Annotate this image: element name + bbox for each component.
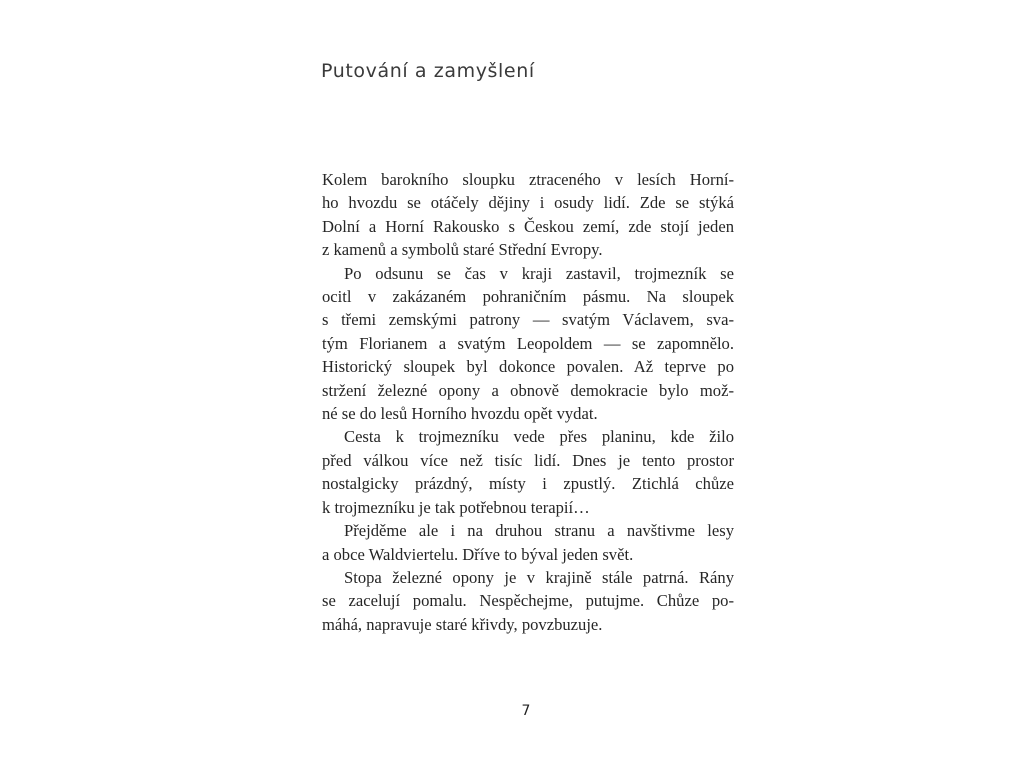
text-line: ho hvozdu se otáčely dějiny i osudy lidí. Zde se stýká bbox=[322, 193, 734, 213]
text-line: stržení železné opony a obnově demokracie bylo mož- bbox=[322, 380, 734, 400]
text-line: tým Florianem a svatým Leopoldem — se zapomnělo. bbox=[322, 333, 734, 353]
paragraph-4 bbox=[322, 519, 734, 566]
text-line: k trojmezníku je tak potřebnou terapií… bbox=[322, 497, 590, 517]
text-line: Dolní a Horní Rakousko s Českou zemí, zde stojí jeden bbox=[322, 216, 734, 236]
text-line: Cesta k trojmezníku vede přes planinu, kde žilo bbox=[344, 427, 734, 447]
text-line: před válkou více než tisíc lidí. Dnes je tento prostor bbox=[322, 450, 734, 470]
paragraph-5 bbox=[322, 566, 734, 636]
text-line: Přejděme ale i na druhou stranu a navštivme lesy bbox=[344, 521, 734, 541]
paragraph-1 bbox=[322, 168, 734, 262]
text-line: Po odsunu se čas v kraji zastavil, trojmezník se bbox=[344, 263, 734, 283]
paragraph-2 bbox=[322, 262, 734, 426]
text-line: ocitl v zakázaném pohraničním pásmu. Na sloupek bbox=[322, 287, 734, 307]
paragraph-3 bbox=[322, 425, 734, 519]
text-line: Historický sloupek byl dokonce povalen. Až teprve po bbox=[322, 357, 734, 377]
chapter-title: Putování a zamyšlení bbox=[321, 60, 535, 82]
text-line: nostalgicky prázdný, místy i zpustlý. Ztichlá chůze bbox=[322, 474, 734, 494]
text-line: máhá, napravuje staré křivdy, povzbuzuje. bbox=[322, 614, 603, 634]
text-line: Kolem barokního sloupku ztraceného v lesích Horní- bbox=[322, 170, 734, 189]
text-line: s třemi zemskými patrony — svatým Václavem, sva- bbox=[322, 310, 734, 330]
text-line: se zacelují pomalu. Nespěchejme, putujme. Chůze po- bbox=[322, 591, 734, 611]
page-number: 7 bbox=[521, 703, 531, 719]
text-line: z kamenů a symbolů staré Střední Evropy. bbox=[322, 240, 603, 260]
text-line: né se do lesů Horního hvozdu opět vydat. bbox=[322, 404, 598, 424]
body-text bbox=[322, 168, 734, 636]
text-line: a obce Waldviertelu. Dříve to býval jeden svět. bbox=[322, 544, 634, 564]
text-line: Stopa železné opony je v krajině stále patrná. Rány bbox=[344, 567, 734, 587]
